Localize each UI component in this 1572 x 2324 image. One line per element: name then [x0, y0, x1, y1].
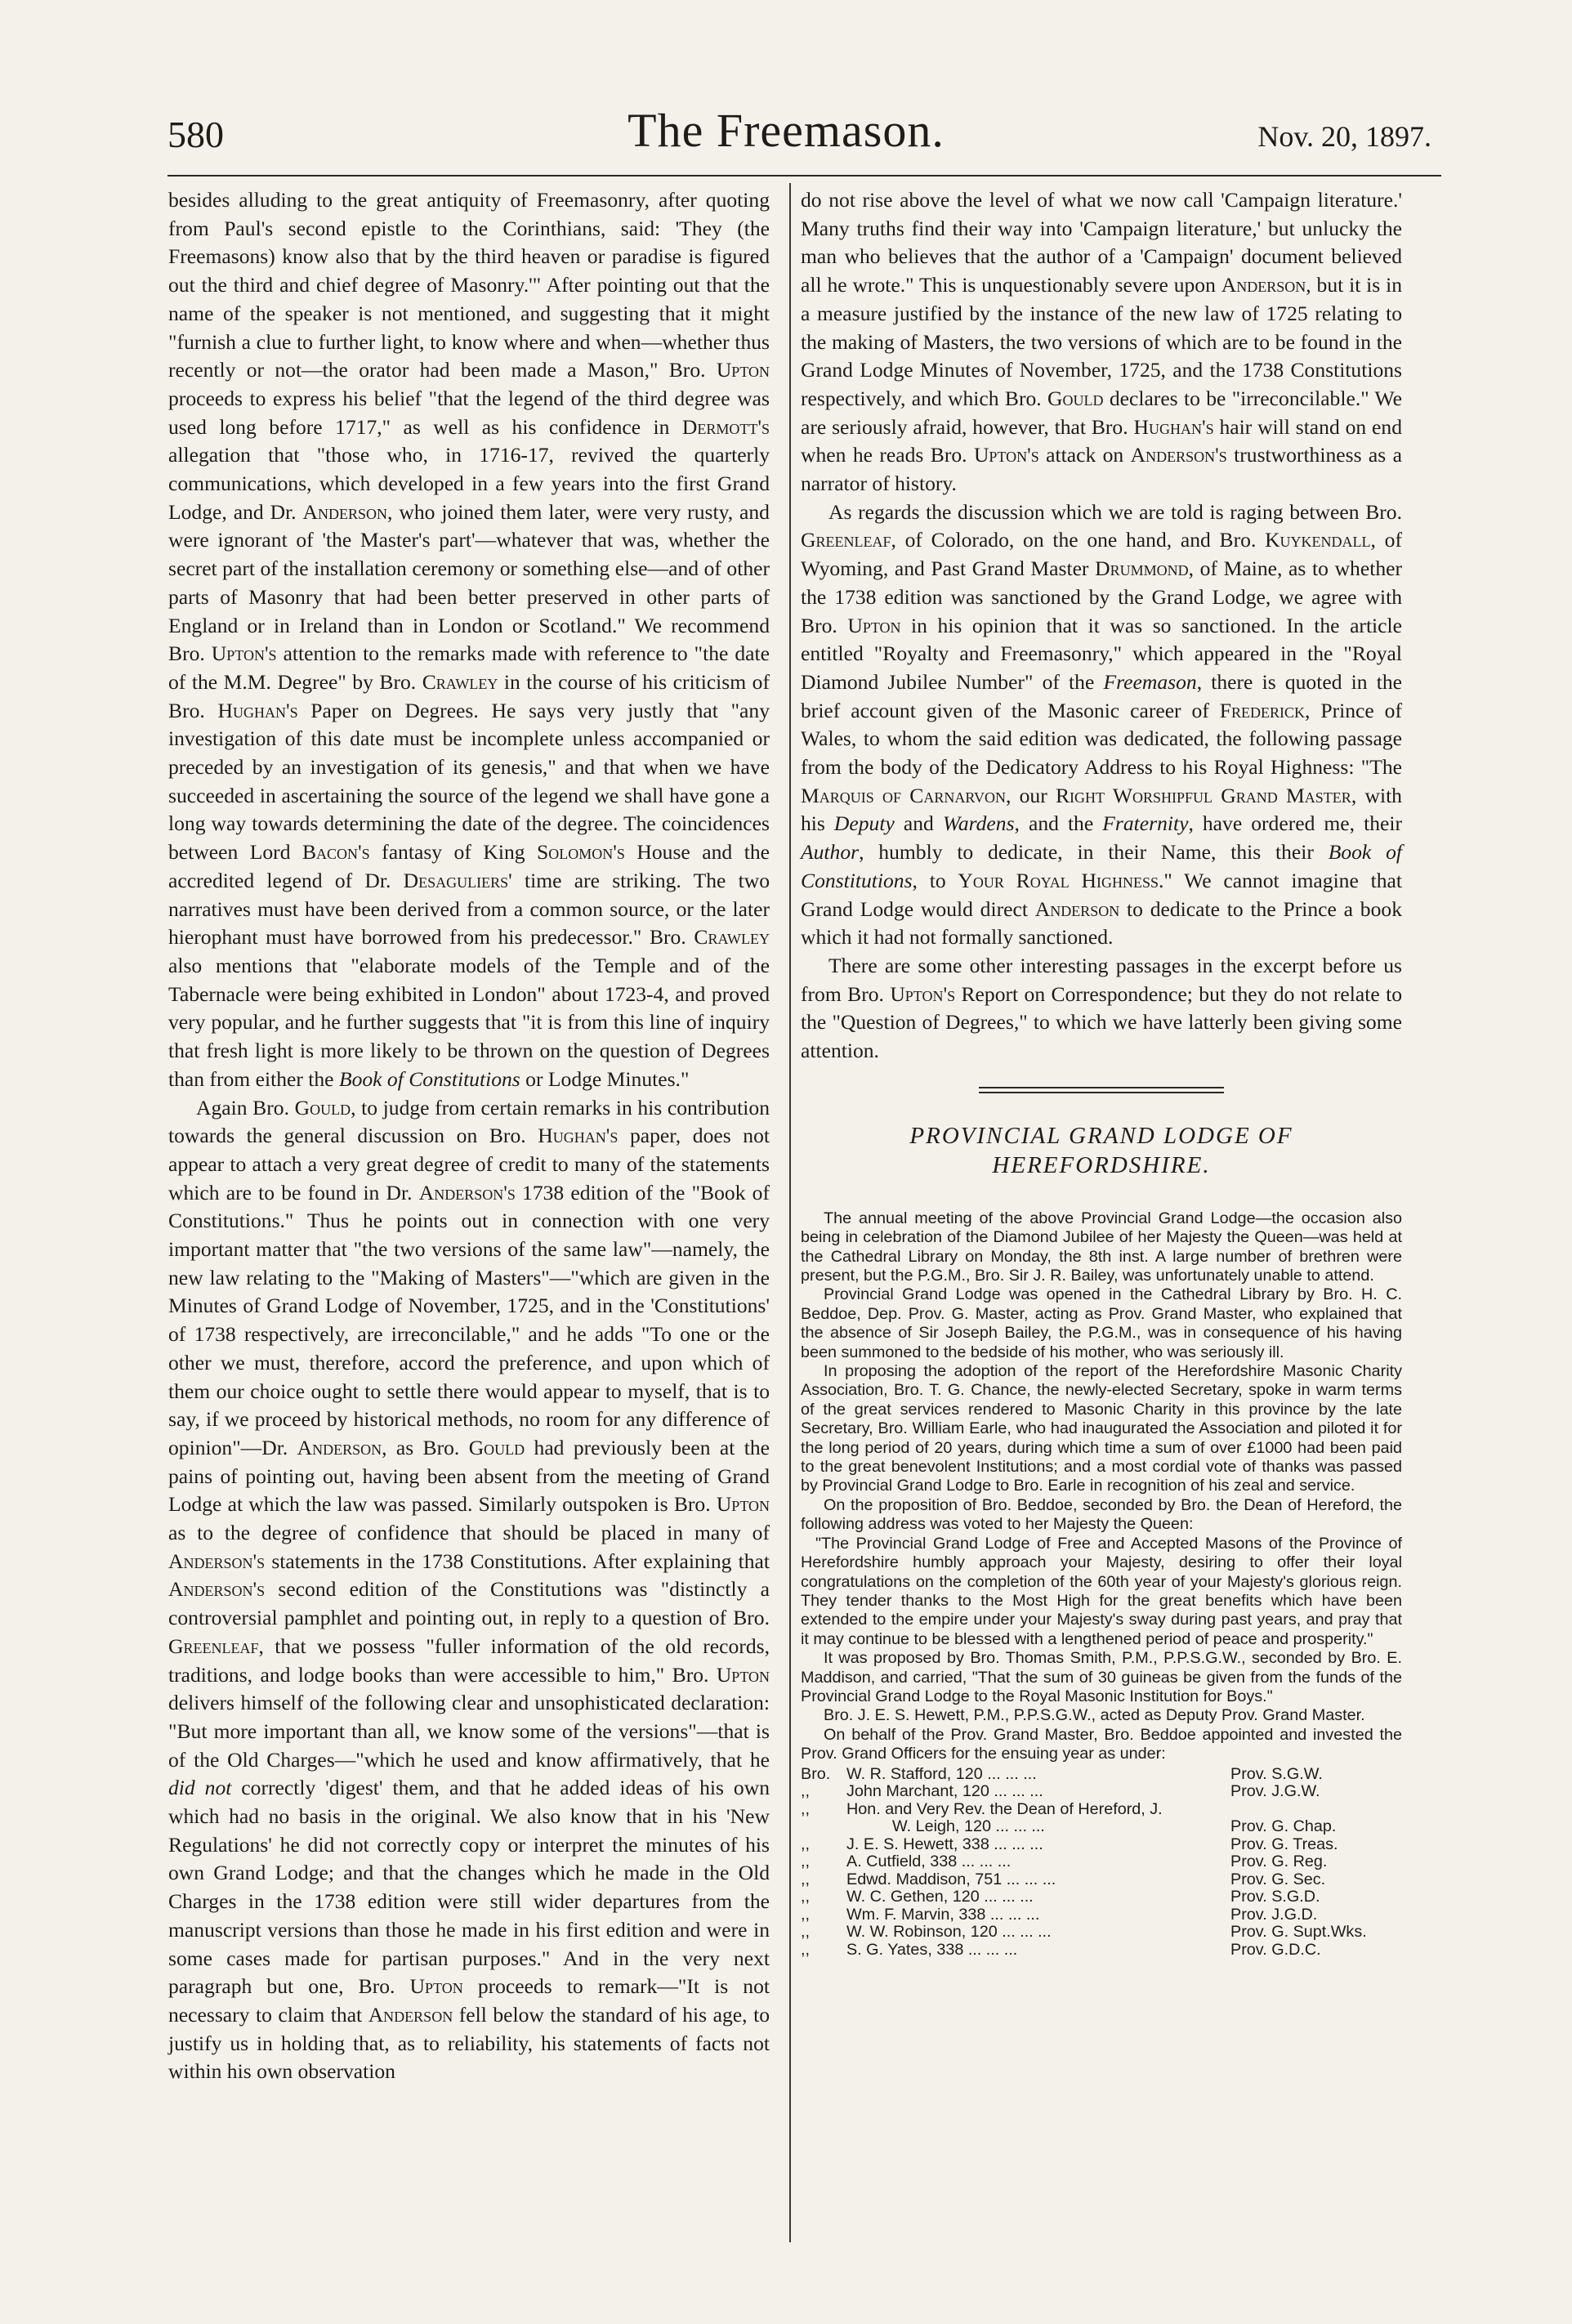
article-paragraph: Again Bro. Gould, to judge from certain remarks in his contribution towards the general discussion on Bro. Hughan's paper, does not appear to attach a very great degree of credit to many of the statements which are to be found in Dr. Anderson's 1738 edition of the "Book of Constitutions." Thus he points out in connection with one very important matter that "the two versions of the same law"—namely, the new law relating to the "Making of Masters"—"which are given in the Minutes of Grand Lodge of November, 1725, and in the 'Constitutions' of 1738 respectively, are irreconcilable," and he adds "To one or the other we must, therefore, accord the preference, and upon which of them our choice ought to settle there would appear to myself, that is to say, if we proceed by historical methods, no room for any difference of opinion"—Dr. Anderson, as Bro. Gould had previously been at the pains of pointing out, having been absent from the meeting of Grand Lodge at which the law was passed. Similarly outspoken is Bro. Upton as to the degree of confidence that should be placed in many of Anderson's statements in the 1738 Constitutions. After explaining that Anderson's second edition of the Constitutions was "distinctly a controversial pamphlet and pointing out, in reply to a question of Bro. Greenleaf, that we possess "fuller information of the old records, traditions, and lodge books than were accessible to him," Bro. Upton delivers himself of the following clear and unsophisticated declaration: "But more important than all, we know some of the versions"—that is of the Old Charges—"which he used and know affirmatively, that he did not correctly 'digest' them, and that he added ideas of his own which had no basis in the original. We also know that in his 'New Regulations' he did not correctly copy or interpret the minutes of his own Grand Lodge; and that the changes which he made in the Old Charges in the 1738 edition were still wider departures from the manuscript versions than those he made in his first edition and were in some cases made for partisan purposes." And in the very next paragraph but one, Bro. Upton proceeds to remark—"It is not necessary to claim that Anderson fell below the standard of his age, to justify us in holding that, as to reliability, his statements of facts not within his own observation [168, 1095, 770, 2084]
report-paragraph: The annual meeting of the above Provincial Grand Lodge—the occasion also being in celebration of the Diamond Jubilee of her Majesty the Queen—was held at the Cathedral Library on Monday, the 8th inst. A large number of brethren were present, but the P.G.M., Bro. Sir J. R. Bailey, was unfortunately unable to attend. [801, 1209, 1402, 1285]
officer-row: ,, Edwd. Maddison, 751 ... ... ... Prov. G. Sec. [801, 1870, 1326, 1888]
page-title: The Freemason. [627, 104, 945, 157]
report-paragraph: It was proposed by Bro. Thomas Smith, P.M., P.P.S.G.W., seconded by Bro. E. Maddison, and carried, "That the sum of 30 guineas be given from the funds of the Provincial Grand Lodge to the Royal Masonic Institution for Boys." [801, 1649, 1402, 1705]
officer-row: ,, John Marchant, 120 ... ... ... Prov. J.G.W. [801, 1782, 1320, 1801]
report-paragraph: On the proposition of Bro. Beddoe, seconded by Bro. the Dean of Hereford, the following address was voted to her Majesty the Queen: [801, 1495, 1402, 1534]
section-divider [979, 1087, 1224, 1093]
article-paragraph: There are some other interesting passages in the excerpt before us from Bro. Upton's Report on Correspondence; but they do not relate to the "Question of Degrees," to which we have latterly been giving some attention. [801, 953, 1402, 1063]
page-number: 580 [167, 114, 224, 155]
officer-row: ,, Wm. F. Marvin, 338 ... ... ... Prov. J.G.D. [801, 1905, 1318, 1924]
masthead [0, 0, 1572, 163]
header-rule [167, 175, 1441, 177]
officer-row: ,, W. W. Robinson, 120 ... ... ... Prov. G. Supt.Wks. [801, 1923, 1367, 1942]
officers-list [801, 1766, 1402, 1960]
report-paragraph: Provincial Grand Lodge was opened in the Cathedral Library by Bro. H. C. Beddoe, Dep. Prov. G. Master, acting as Prov. Grand Master, who explained that the absence of Sir Joseph Bailey, the P.G.M., was in consequence of his having been summoned to the bedside of his mother, who was seriously ill. [801, 1285, 1402, 1361]
column-rule [789, 183, 791, 2242]
officer-row: W. Leigh, 120 ... ... ... Prov. G. Chap. [892, 1817, 1337, 1836]
right-column [801, 186, 1402, 1959]
report-paragraph: Bro. J. E. S. Hewett, P.M., P.P.S.G.W., acted as Deputy Prov. Grand Master. [824, 1706, 1365, 1725]
officer-row: ,, Hon. and Very Rev. the Dean of Hereford, J. [801, 1799, 1163, 1818]
issue-date: Nov. 20, 1897. [1257, 120, 1431, 153]
officer-row: ,, W. C. Gethen, 120 ... ... ... Prov. S.G.D. [801, 1888, 1320, 1906]
officer-row: ,, S. G. Yates, 338 ... ... ... Prov. G.D.C. [801, 1940, 1321, 1959]
officer-row: Bro. W. R. Stafford, 120 ... ... ... Prov. S.G.W. [801, 1764, 1323, 1783]
officer-row: ,, A. Cutfield, 338 ... ... ... Prov. G. Reg. [801, 1852, 1328, 1871]
article-paragraph: besides alluding to the great antiquity of Freemasonry, after quoting from Paul's second epistle to the Corinthians, said: 'They (the Freemasons) know also that by the third heaven or paradise is figured out the third and chief degree of Masonry.'" After pointing out that the name of the speaker is not mentioned, and suggesting that it might "furnish a clue to further light, to know where and when—whether thus recently or not—the orator had been made a Mason," Bro. Upton proceeds to express his belief "that the legend of the third degree was used long before 1717," as well as his confidence in Dermott's allegation that "those who, in 1716-17, revived the quarterly communications, which developed in a few years into the first Grand Lodge, and Dr. Anderson, who joined them later, were very rusty, and were ignorant of 'the Master's part'—whatever that was, whether the secret part of the installation ceremony or something else—and of other parts of Masonry that had been better preserved in other parts of England or in Ireland than in London or Scotland." We recommend Bro. Upton's attention to the remarks made with reference to "the date of the M.M. Degree" by Bro. Crawley in the course of his criticism of Bro. Hughan's Paper on Degrees. He says very justly that "any investigation of this date must be incomplete unless accompanied or preceded by an investigation of its genesis," and that when we have succeeded in ascertaining the source of the legend we shall have gone a long way towards determining the date of the degree. The coincidences between Lord Bacon's fantasy of King Solomon's House and the accredited legend of Dr. Desaguliers' time are striking. The two narratives must have been derived from a common source, or the later hierophant must have borrowed from his predecessor." Bro. Crawley also mentions that "elaborate models of the Temple and of the Tabernacle were being exhibited in London" about 1723-4, and proved very popular, and he further suggests that "it is from this line of inquiry that fresh light is more likely to be thrown on the question of Degrees than from either the Book of Constitutions or Lodge Minutes." [168, 188, 770, 1091]
officer-row: ,, J. E. S. Hewett, 338 ... ... ... Prov. G. Treas. [801, 1835, 1338, 1853]
report-paragraph: In proposing the adoption of the report of the Herefordshire Masonic Charity Association, Bro. T. G. Chance, the newly-elected Secretary, spoke in warm terms of the great services rendered to Masonic Charity in this province by the late Secretary, Bro. William Earle, who had inaugurated the Association and piloted it for the long period of 20 years, during which time a sum of over £1000 had been paid to the great benevolent Institutions; and a most cordial vote of thanks was passed by Provincial Grand Lodge to Bro. Earle in recognition of his zeal and service. [801, 1362, 1402, 1495]
article-paragraph: As regards the discussion which we are told is raging between Bro. Greenleaf, of Colorado, on the one hand, and Bro. Kuykendall, of Wyoming, and Past Grand Master Drummond, of Maine, as to whether the 1738 edition was sanctioned by the Grand Lodge, we agree with Bro. Upton in his opinion that it was so sanctioned. In the article entitled "Royalty and Freemasonry," which appeared in the "Royal Diamond Jubilee Number" of the Freemason, there is quoted in the brief account given of the Masonic career of Frederick, Prince of Wales, to whom the said edition was dedicated, the following passage from the body of the Dedicatory Address to his Royal Highness: "The Marquis of Carnarvon, our Right Worshipful Grand Master, with his Deputy and Wardens, and the Fraternity, have ordered me, their Author, humbly to dedicate, in their Name, this their Book of Constitutions, to Your Royal Highness." We cannot imagine that Grand Lodge would direct Anderson to dedicate to the Prince a book which it had not formally sanctioned. [801, 499, 1402, 950]
article-paragraph: do not rise above the level of what we now call 'Campaign literature.' Many truths find their way into 'Campaign literature,' but unlucky the man who believes that the author of a 'Campaign' document believed all he wrote." This is unquestionably severe upon Anderson, but it is in a measure justified by the instance of the new law of 1725 relating to the making of Masters, the two versions of which are to be found in the Grand Lodge Minutes of November, 1725, and the 1738 Constitutions respectively, and which Bro. Gould declares to be "irreconcilable." We are seriously afraid, however, that Bro. Hughan's hair will stand on end when he reads Bro. Upton's attack on Anderson's trustworthiness as a narrator of history. [801, 188, 1403, 496]
section-heading: PROVINCIAL GRAND LODGE OF HEREFORDSHIRE. [909, 1122, 1293, 1178]
left-column [168, 186, 770, 2086]
report-paragraph: On behalf of the Prov. Grand Master, Bro. Beddoe appointed and invested the Prov. Grand Officers for the ensuing year as under: [801, 1725, 1402, 1763]
lodge-report [801, 1209, 1402, 1959]
loyal-address: "The Provincial Grand Lodge of Free and Accepted Masons of the Province of Herefordshire humbly approach your Majesty, desiring to offer their loyal congratulations on the completion of the 60th year of your Majesty's glorious reign. They tender thanks to the Most High for the great benefits which have been extended to the empire under your Majesty's sway during past years, and pray that it may continue to be blessed with a lengthened period of peace and prosperity." [801, 1534, 1402, 1648]
